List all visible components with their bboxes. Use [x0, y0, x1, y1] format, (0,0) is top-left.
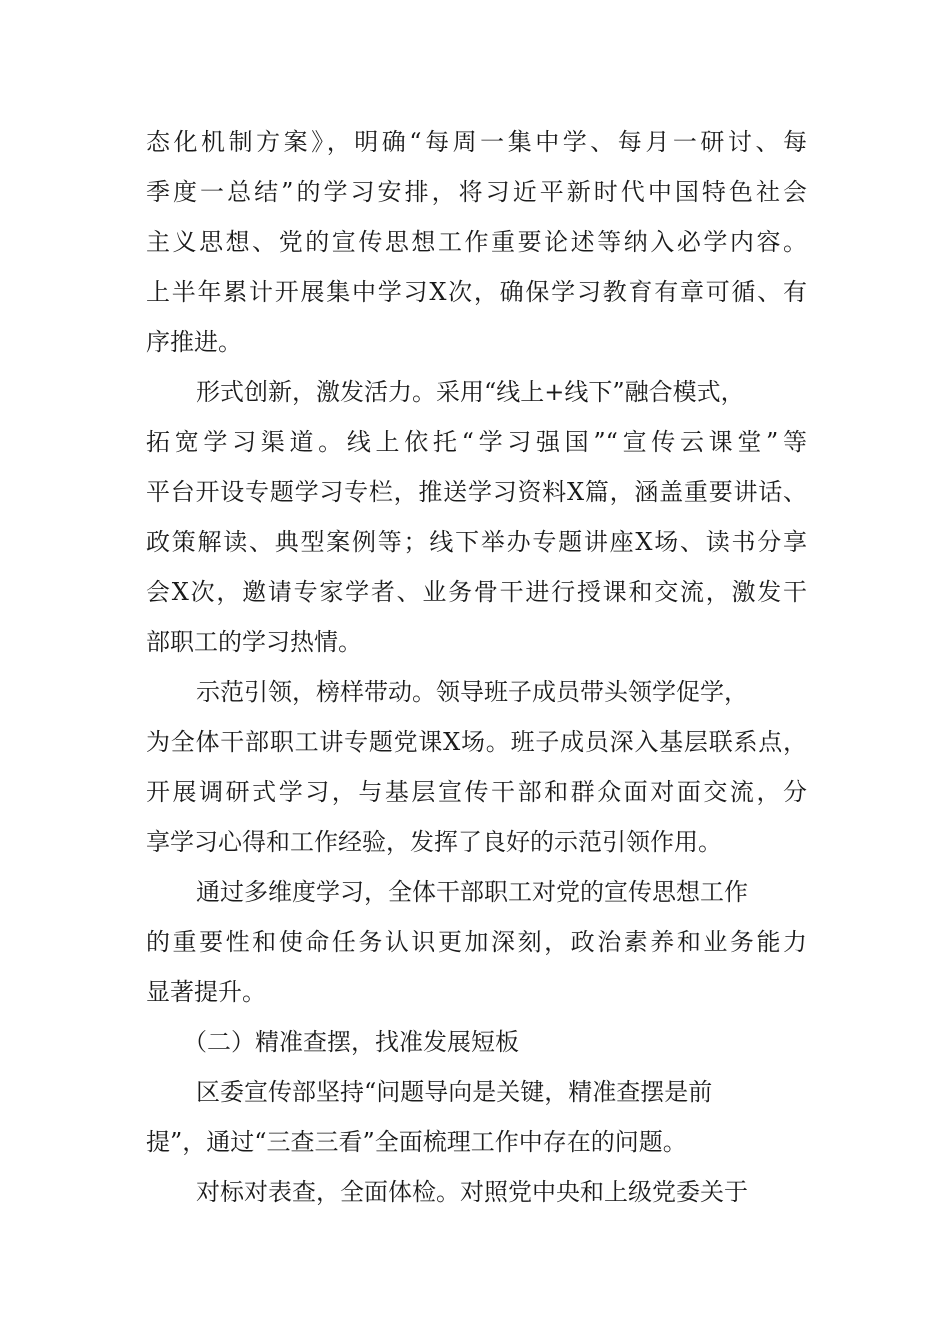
- text-line: 季度一总结”的学习安排，将习近平新时代中国特色社会: [146, 178, 807, 206]
- text-line: 享学习心得和工作经验，发挥了良好的示范引领作用。: [146, 828, 722, 856]
- text-line: 显著提升。: [146, 978, 266, 1006]
- text-line: 开展调研式学习，与基层宣传干部和群众面对面交流，分: [146, 778, 807, 806]
- text-line: 上半年累计开展集中学习X次，确保学习教育有章可循、有: [146, 278, 807, 306]
- text-line: 拓宽学习渠道。线上依托“学习强国”“宣传云课堂”等: [146, 428, 807, 456]
- text-line: 政策解读、典型案例等；线下举办专题讲座X场、读书分享: [146, 528, 807, 556]
- text-line: 主义思想、党的宣传思想工作重要论述等纳入必学内容。: [146, 228, 807, 256]
- text-line: 会X次，邀请专家学者、业务骨干进行授课和交流，激发干: [146, 578, 807, 606]
- paragraph-first-line: 通过多维度学习，全体干部职工对党的宣传思想工作: [196, 878, 748, 906]
- text-line: 序推进。: [146, 328, 242, 356]
- paragraph-first-line: 形式创新，激发活力。采用“线上+线下”融合模式，: [196, 378, 745, 406]
- text-line: 提”，通过“三查三看”全面梳理工作中存在的问题。: [146, 1128, 687, 1156]
- paragraph-first-line: 示范引领，榜样带动。领导班子成员带头领学促学，: [196, 678, 748, 706]
- text-line: 态化机制方案》，明确“每周一集中学、每月一研讨、每: [146, 128, 807, 156]
- text-line: 为全体干部职工讲专题党课X场。班子成员深入基层联系点，: [146, 728, 807, 756]
- text-line: 部职工的学习热情。: [146, 628, 362, 656]
- text-line: 平台开设专题学习专栏，推送学习资料X篇，涵盖重要讲话、: [146, 478, 807, 506]
- paragraph-first-line: 区委宣传部坚持“问题导向是关键，精准查摆是前: [196, 1078, 713, 1106]
- section-heading: （二）精准查摆，找准发展短板: [183, 1028, 519, 1056]
- paragraph-first-line: 对标对表查，全面体检。对照党中央和上级党委关于: [196, 1178, 748, 1206]
- text-line: 的重要性和使命任务认识更加深刻，政治素养和业务能力: [146, 928, 807, 956]
